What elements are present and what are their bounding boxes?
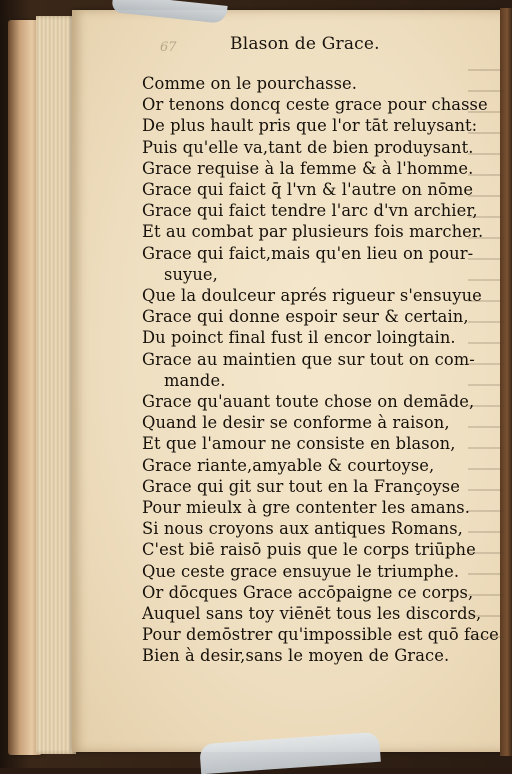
poem-line: De plus hault pris que l'or tāt reluysant: — [142, 116, 478, 136]
poem-line: Du poinct final fust il encor loingtain. — [142, 328, 456, 348]
poem-line: mande. — [164, 370, 226, 390]
poem-line: Si nous croyons aux antiques Romans, — [142, 519, 463, 539]
poem-line: Bien à desir,sans le moyen de Grace. — [142, 646, 450, 666]
poem-line: Grace requise à la femme & à l'homme. — [142, 158, 474, 178]
poem-line: Grace qui faict tendre l'arc d'vn archier, — [142, 201, 478, 221]
poem-line: Puis qu'elle va,tant de bien produysant. — [142, 137, 474, 157]
poem-line: Or tenons doncq ceste grace pour chasse — [142, 95, 488, 115]
poem-line: Grace riante,amyable & courtoyse, — [142, 455, 435, 475]
poem-line: Pour demōstrer qu'impossible est quō face — [142, 625, 499, 645]
poem-line: Grace qui git sur tout en la Françoyse — [142, 476, 460, 496]
poem-text — [142, 73, 499, 667]
poem-line: Grace qui faict,mais qu'en lieu on pour- — [142, 243, 474, 263]
poem-line: Pour mieulx à gre contenter les amans. — [142, 498, 471, 518]
poem-line: Grace au maintien que sur tout on com- — [142, 349, 475, 369]
poem-line: Comme on le pourchasse. — [142, 74, 358, 93]
poem-line: Et que l'amour ne consiste en blason, — [142, 434, 456, 454]
poem-line: suyue, — [164, 264, 218, 284]
poem-line: Grace qu'auant toute chose on demāde, — [142, 392, 475, 412]
poem-line: Que ceste grace ensuyue le triumphe. — [142, 561, 460, 581]
poem-line: Grace qui faict q̄ l'vn & l'autre on nōme — [142, 180, 474, 200]
poem-line: C'est biē raisō puis que le corps triūphe — [142, 540, 476, 560]
poem-line: Et au combat par plusieurs fois marcher. — [142, 222, 484, 242]
poem-line: Que la doulceur aprés rigueur s'ensuyue — [142, 286, 482, 306]
poem-line: Or dōcques Grace accōpaigne ce corps, — [142, 582, 474, 602]
page-edges — [36, 16, 76, 754]
poem-line: Quand le desir se conforme à raison, — [142, 413, 450, 433]
poem-line: Grace qui donne espoir seur & certain, — [142, 307, 469, 327]
page-number: 67 — [160, 40, 177, 55]
page-title: Blason de Grace. — [230, 34, 380, 54]
poem-line: Auquel sans toy viēnēt tous les discords, — [142, 604, 482, 624]
